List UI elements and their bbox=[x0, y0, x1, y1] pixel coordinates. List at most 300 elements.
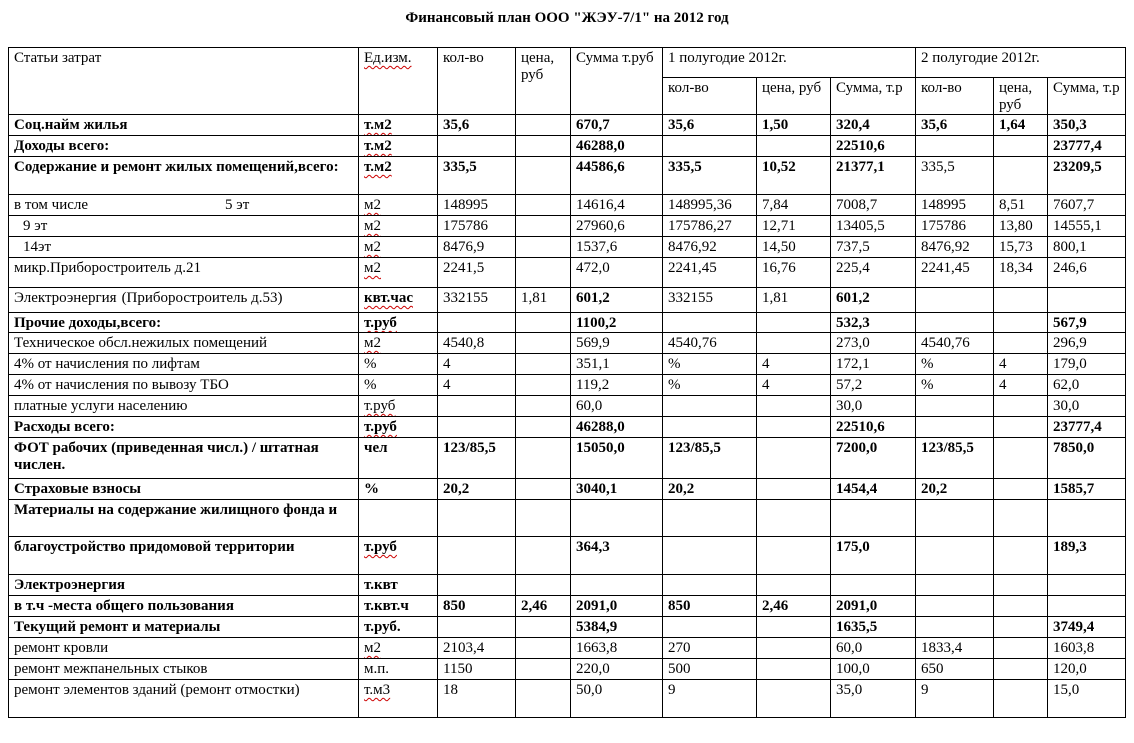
cell-price bbox=[516, 575, 571, 596]
cell-p1 bbox=[757, 417, 831, 438]
cell-p2: 18,34 bbox=[994, 258, 1048, 288]
header-h1-sum: Сумма, т.р bbox=[831, 78, 916, 115]
table-row bbox=[9, 659, 1126, 680]
table-row bbox=[9, 479, 1126, 500]
cell-q2: 2241,45 bbox=[916, 258, 994, 288]
cell-price bbox=[516, 659, 571, 680]
cell-p2 bbox=[994, 438, 1048, 479]
cell-q1: 270 bbox=[663, 638, 757, 659]
item-text: благоустройство придомовой территории bbox=[14, 539, 295, 555]
cell-p1 bbox=[757, 638, 831, 659]
cell-q1: 35,6 bbox=[663, 115, 757, 136]
cell-qty: 4 bbox=[438, 354, 516, 375]
header-h2-qty: кол-во bbox=[916, 78, 994, 115]
cell-s2 bbox=[1048, 596, 1126, 617]
cell-item bbox=[9, 288, 359, 313]
cell-s2: 14555,1 bbox=[1048, 216, 1126, 237]
header-sum-text: Сумма т.руб bbox=[576, 50, 654, 66]
cell-q1: 9 bbox=[663, 680, 757, 718]
cell-s2: 23777,4 bbox=[1048, 417, 1126, 438]
cell-q2: 20,2 bbox=[916, 479, 994, 500]
cell-sum: 27960,6 bbox=[571, 216, 663, 237]
header-sum bbox=[571, 48, 663, 115]
cell-unit: т.руб bbox=[359, 313, 438, 333]
cell-s1: 172,1 bbox=[831, 354, 916, 375]
cell-unit: м2 bbox=[359, 638, 438, 659]
cell-p1 bbox=[757, 333, 831, 354]
cell-unit bbox=[359, 500, 438, 537]
cell-unit: м2 bbox=[359, 216, 438, 237]
item-text: в т.ч -места общего пользования bbox=[14, 598, 234, 614]
cell-price bbox=[516, 438, 571, 479]
cell-price bbox=[516, 258, 571, 288]
header-h1-price: цена, руб bbox=[757, 78, 831, 115]
cell-price: 2,46 bbox=[516, 596, 571, 617]
cell-qty: 4540,8 bbox=[438, 333, 516, 354]
cell-price bbox=[516, 195, 571, 216]
cell-q1: 500 bbox=[663, 659, 757, 680]
cell-q1: 332155 bbox=[663, 288, 757, 313]
cell-price bbox=[516, 638, 571, 659]
item-text: Электроэнергия bbox=[14, 290, 117, 306]
cell-s2: 30,0 bbox=[1048, 396, 1126, 417]
cell-sum: 3040,1 bbox=[571, 479, 663, 500]
cell-p1 bbox=[757, 575, 831, 596]
cell-price bbox=[516, 396, 571, 417]
table-row bbox=[9, 136, 1126, 157]
cell-p2: 8,51 bbox=[994, 195, 1048, 216]
table-row bbox=[9, 195, 1126, 216]
cell-p2 bbox=[994, 575, 1048, 596]
cell-q1: % bbox=[663, 354, 757, 375]
cell-qty bbox=[438, 136, 516, 157]
cell-q2: 4540,76 bbox=[916, 333, 994, 354]
cell-q2 bbox=[916, 313, 994, 333]
cell-s1: 21377,1 bbox=[831, 157, 916, 195]
header-h2-price: цена, руб bbox=[994, 78, 1048, 115]
cell-q2: 650 bbox=[916, 659, 994, 680]
cell-item bbox=[9, 396, 359, 417]
cell-s1: 737,5 bbox=[831, 237, 916, 258]
cell-item bbox=[9, 313, 359, 333]
cell-item bbox=[9, 537, 359, 575]
cell-q2 bbox=[916, 575, 994, 596]
cell-p1 bbox=[757, 479, 831, 500]
cell-q1: 850 bbox=[663, 596, 757, 617]
item-text: Электроэнергия bbox=[14, 577, 125, 593]
cell-s1: 60,0 bbox=[831, 638, 916, 659]
cell-q1 bbox=[663, 500, 757, 537]
table-row bbox=[9, 375, 1126, 396]
table-row bbox=[9, 417, 1126, 438]
item-text: ремонт кровли bbox=[14, 640, 109, 656]
cell-q2: 1833,4 bbox=[916, 638, 994, 659]
cell-item bbox=[9, 638, 359, 659]
cell-s2: 1603,8 bbox=[1048, 638, 1126, 659]
header-half1: 1 полугодие 2012г. bbox=[663, 48, 916, 78]
cell-p2: 1,64 bbox=[994, 115, 1048, 136]
cell-q2: 335,5 bbox=[916, 157, 994, 195]
cell-s1: 57,2 bbox=[831, 375, 916, 396]
cell-unit: % bbox=[359, 479, 438, 500]
cell-qty: 148995 bbox=[438, 195, 516, 216]
cell-s1: 7008,7 bbox=[831, 195, 916, 216]
cell-sum: 351,1 bbox=[571, 354, 663, 375]
cell-unit: квт.час bbox=[359, 288, 438, 313]
cell-item bbox=[9, 500, 359, 537]
cell-sum: 44586,6 bbox=[571, 157, 663, 195]
table-row bbox=[9, 438, 1126, 479]
cell-price bbox=[516, 354, 571, 375]
cell-s1: 100,0 bbox=[831, 659, 916, 680]
cell-s1: 601,2 bbox=[831, 288, 916, 313]
item-text: Страховые взносы bbox=[14, 481, 141, 497]
cell-sum: 472,0 bbox=[571, 258, 663, 288]
cell-item bbox=[9, 479, 359, 500]
cell-q2 bbox=[916, 396, 994, 417]
item-text: 14эт bbox=[23, 239, 51, 255]
cell-q2 bbox=[916, 537, 994, 575]
cell-qty: 4 bbox=[438, 375, 516, 396]
cell-sum: 119,2 bbox=[571, 375, 663, 396]
cell-unit: м2 bbox=[359, 237, 438, 258]
cell-qty: 850 bbox=[438, 596, 516, 617]
cell-q2: 148995 bbox=[916, 195, 994, 216]
table-row bbox=[9, 237, 1126, 258]
cell-price bbox=[516, 237, 571, 258]
cell-s2: 1585,7 bbox=[1048, 479, 1126, 500]
cell-p1: 1,81 bbox=[757, 288, 831, 313]
cell-p2: 4 bbox=[994, 354, 1048, 375]
cell-p1: 1,50 bbox=[757, 115, 831, 136]
cell-s2: 296,9 bbox=[1048, 333, 1126, 354]
cell-q2 bbox=[916, 500, 994, 537]
cell-q1 bbox=[663, 537, 757, 575]
cell-qty bbox=[438, 396, 516, 417]
cell-unit: % bbox=[359, 375, 438, 396]
cell-qty: 335,5 bbox=[438, 157, 516, 195]
cell-s2: 23777,4 bbox=[1048, 136, 1126, 157]
item-text: ФОТ рабочих (приведенная числ.) / штатная числен. bbox=[14, 440, 319, 473]
table-row bbox=[9, 680, 1126, 718]
item-text: ремонт межпанельных стыков bbox=[14, 661, 208, 677]
item-text: ремонт элементов зданий (ремонт отмостки) bbox=[14, 682, 300, 698]
table-row bbox=[9, 396, 1126, 417]
cell-price bbox=[516, 617, 571, 638]
cell-q2: 123/85,5 bbox=[916, 438, 994, 479]
cell-item bbox=[9, 438, 359, 479]
cell-p1: 7,84 bbox=[757, 195, 831, 216]
cell-qty: 35,6 bbox=[438, 115, 516, 136]
cell-s2: 23209,5 bbox=[1048, 157, 1126, 195]
cell-sum: 1537,6 bbox=[571, 237, 663, 258]
table-row bbox=[9, 354, 1126, 375]
cell-item bbox=[9, 136, 359, 157]
cell-s1: 35,0 bbox=[831, 680, 916, 718]
cell-sum: 601,2 bbox=[571, 288, 663, 313]
cell-q2: 9 bbox=[916, 680, 994, 718]
cell-p2 bbox=[994, 537, 1048, 575]
cell-p2 bbox=[994, 638, 1048, 659]
cell-item bbox=[9, 333, 359, 354]
financial-plan-table bbox=[8, 47, 1126, 718]
cell-qty bbox=[438, 417, 516, 438]
cell-q2: % bbox=[916, 354, 994, 375]
table-row bbox=[9, 216, 1126, 237]
cell-sum: 364,3 bbox=[571, 537, 663, 575]
table-row bbox=[9, 596, 1126, 617]
cell-item bbox=[9, 375, 359, 396]
item-text: Доходы всего: bbox=[14, 138, 110, 154]
cell-unit: м.п. bbox=[359, 659, 438, 680]
cell-q1 bbox=[663, 417, 757, 438]
cell-s1: 273,0 bbox=[831, 333, 916, 354]
cell-price bbox=[516, 417, 571, 438]
cell-p1 bbox=[757, 659, 831, 680]
cell-s2 bbox=[1048, 288, 1126, 313]
header-price-text: цена, руб bbox=[521, 50, 555, 83]
cell-unit: т.руб bbox=[359, 537, 438, 575]
header-qty: кол-во bbox=[438, 48, 516, 115]
cell-p1 bbox=[757, 136, 831, 157]
header-item: Статьи затрат bbox=[9, 48, 359, 115]
cell-unit: м2 bbox=[359, 333, 438, 354]
cell-unit: т.руб bbox=[359, 417, 438, 438]
cell-s2: 179,0 bbox=[1048, 354, 1126, 375]
cell-sum: 60,0 bbox=[571, 396, 663, 417]
cell-p1: 10,52 bbox=[757, 157, 831, 195]
cell-p2 bbox=[994, 479, 1048, 500]
table-row bbox=[9, 258, 1126, 288]
cell-p2 bbox=[994, 617, 1048, 638]
cell-q1: 2241,45 bbox=[663, 258, 757, 288]
cell-s2 bbox=[1048, 575, 1126, 596]
cell-s1: 225,4 bbox=[831, 258, 916, 288]
cell-unit: т.руб bbox=[359, 396, 438, 417]
cell-s1: 532,3 bbox=[831, 313, 916, 333]
cell-q1 bbox=[663, 396, 757, 417]
cell-sum: 5384,9 bbox=[571, 617, 663, 638]
item-text: в том числе bbox=[14, 197, 89, 213]
cell-s1: 22510,6 bbox=[831, 417, 916, 438]
cell-item bbox=[9, 596, 359, 617]
cell-s1: 22510,6 bbox=[831, 136, 916, 157]
table-row bbox=[9, 500, 1126, 537]
cell-p1: 4 bbox=[757, 375, 831, 396]
cell-item bbox=[9, 237, 359, 258]
cell-q2 bbox=[916, 288, 994, 313]
cell-p2 bbox=[994, 659, 1048, 680]
cell-q1 bbox=[663, 575, 757, 596]
cell-p2 bbox=[994, 288, 1048, 313]
cell-s2: 189,3 bbox=[1048, 537, 1126, 575]
cell-p2 bbox=[994, 313, 1048, 333]
cell-qty bbox=[438, 537, 516, 575]
cell-sum: 670,7 bbox=[571, 115, 663, 136]
cell-q1: 20,2 bbox=[663, 479, 757, 500]
item-text: 9 эт bbox=[23, 218, 48, 234]
cell-s1: 320,4 bbox=[831, 115, 916, 136]
cell-s2: 246,6 bbox=[1048, 258, 1126, 288]
item-text: платные услуги населению bbox=[14, 398, 188, 414]
cell-sum: 46288,0 bbox=[571, 136, 663, 157]
cell-p1: 2,46 bbox=[757, 596, 831, 617]
cell-qty bbox=[438, 500, 516, 537]
cell-p1 bbox=[757, 438, 831, 479]
cell-s2: 800,1 bbox=[1048, 237, 1126, 258]
cell-item bbox=[9, 115, 359, 136]
header-price bbox=[516, 48, 571, 115]
cell-item bbox=[9, 216, 359, 237]
cell-q2 bbox=[916, 417, 994, 438]
cell-q1 bbox=[663, 313, 757, 333]
cell-item bbox=[9, 157, 359, 195]
cell-item bbox=[9, 195, 359, 216]
item-text: микр.Приборостроитель д.21 bbox=[14, 260, 202, 276]
cell-sum: 1663,8 bbox=[571, 638, 663, 659]
cell-sum: 46288,0 bbox=[571, 417, 663, 438]
table-row bbox=[9, 157, 1126, 195]
cell-sum: 220,0 bbox=[571, 659, 663, 680]
cell-price bbox=[516, 537, 571, 575]
cell-unit: т.квт.ч bbox=[359, 596, 438, 617]
cell-qty: 123/85,5 bbox=[438, 438, 516, 479]
cell-s2: 15,0 bbox=[1048, 680, 1126, 718]
cell-s2: 567,9 bbox=[1048, 313, 1126, 333]
cell-qty: 175786 bbox=[438, 216, 516, 237]
cell-p2: 15,73 bbox=[994, 237, 1048, 258]
cell-q2 bbox=[916, 617, 994, 638]
header-h1-qty: кол-во bbox=[663, 78, 757, 115]
item-text: Техническое обсл.нежилых помещений bbox=[14, 335, 268, 351]
cell-p1: 14,50 bbox=[757, 237, 831, 258]
table-row bbox=[9, 333, 1126, 354]
cell-unit: т.м2 bbox=[359, 136, 438, 157]
cell-s1: 7200,0 bbox=[831, 438, 916, 479]
table-row bbox=[9, 638, 1126, 659]
cell-q2: 8476,92 bbox=[916, 237, 994, 258]
cell-unit: м2 bbox=[359, 258, 438, 288]
cell-q1 bbox=[663, 617, 757, 638]
cell-price bbox=[516, 136, 571, 157]
header-row bbox=[9, 48, 1126, 78]
cell-s2: 62,0 bbox=[1048, 375, 1126, 396]
cell-p2 bbox=[994, 396, 1048, 417]
cell-qty: 18 bbox=[438, 680, 516, 718]
cell-unit: т.м2 bbox=[359, 115, 438, 136]
cell-price bbox=[516, 313, 571, 333]
table-row bbox=[9, 288, 1126, 313]
cell-p1: 4 bbox=[757, 354, 831, 375]
cell-price bbox=[516, 157, 571, 195]
cell-qty: 1150 bbox=[438, 659, 516, 680]
cell-price bbox=[516, 333, 571, 354]
item-text: Текущий ремонт и материалы bbox=[14, 619, 221, 635]
header-half2: 2 полугодие 2012г. bbox=[916, 48, 1126, 78]
cell-price bbox=[516, 500, 571, 537]
cell-s2 bbox=[1048, 500, 1126, 537]
cell-s1: 175,0 bbox=[831, 537, 916, 575]
cell-q1: 8476,92 bbox=[663, 237, 757, 258]
cell-p1 bbox=[757, 617, 831, 638]
cell-qty bbox=[438, 575, 516, 596]
cell-s1 bbox=[831, 575, 916, 596]
header-unit: Ед.изм. bbox=[359, 48, 438, 115]
cell-s1: 2091,0 bbox=[831, 596, 916, 617]
cell-sum bbox=[571, 500, 663, 537]
cell-s2: 7607,7 bbox=[1048, 195, 1126, 216]
item-text: Содержание и ремонт жилых помещений,всего: bbox=[14, 159, 339, 175]
cell-qty bbox=[438, 617, 516, 638]
document-title: Финансовый план ООО "ЖЭУ-7/1" на 2012 год bbox=[405, 10, 729, 26]
cell-unit: т.квт bbox=[359, 575, 438, 596]
cell-price bbox=[516, 479, 571, 500]
cell-s1: 1454,4 bbox=[831, 479, 916, 500]
item-text: Соц.найм жилья bbox=[14, 117, 128, 133]
cell-p2 bbox=[994, 157, 1048, 195]
cell-qty bbox=[438, 313, 516, 333]
cell-p1 bbox=[757, 396, 831, 417]
cell-sum bbox=[571, 575, 663, 596]
cell-sum: 50,0 bbox=[571, 680, 663, 718]
cell-s1: 13405,5 bbox=[831, 216, 916, 237]
cell-s2: 120,0 bbox=[1048, 659, 1126, 680]
cell-price bbox=[516, 680, 571, 718]
cell-sum: 15050,0 bbox=[571, 438, 663, 479]
cell-qty: 20,2 bbox=[438, 479, 516, 500]
table-row bbox=[9, 115, 1126, 136]
cell-sum: 1100,2 bbox=[571, 313, 663, 333]
cell-price bbox=[516, 216, 571, 237]
cell-s2: 350,3 bbox=[1048, 115, 1126, 136]
cell-price: 1,81 bbox=[516, 288, 571, 313]
cell-p1 bbox=[757, 313, 831, 333]
cell-unit: т.м3 bbox=[359, 680, 438, 718]
cell-p2 bbox=[994, 680, 1048, 718]
item-text-extra: 5 эт bbox=[225, 197, 250, 213]
item-text: 4% от начисления по вывозу ТБО bbox=[14, 377, 229, 393]
cell-q2 bbox=[916, 136, 994, 157]
cell-p1: 16,76 bbox=[757, 258, 831, 288]
table-row bbox=[9, 313, 1126, 333]
item-text: Расходы всего: bbox=[14, 419, 115, 435]
cell-p1 bbox=[757, 537, 831, 575]
cell-qty: 2103,4 bbox=[438, 638, 516, 659]
cell-item bbox=[9, 354, 359, 375]
cell-p2 bbox=[994, 596, 1048, 617]
cell-q1: % bbox=[663, 375, 757, 396]
cell-unit: чел bbox=[359, 438, 438, 479]
cell-unit: % bbox=[359, 354, 438, 375]
cell-item bbox=[9, 659, 359, 680]
cell-q2: 175786 bbox=[916, 216, 994, 237]
cell-q1: 4540,76 bbox=[663, 333, 757, 354]
cell-q2: % bbox=[916, 375, 994, 396]
cell-unit: м2 bbox=[359, 195, 438, 216]
cell-p2: 13,80 bbox=[994, 216, 1048, 237]
cell-qty: 2241,5 bbox=[438, 258, 516, 288]
cell-price bbox=[516, 375, 571, 396]
cell-q2 bbox=[916, 596, 994, 617]
item-text: Прочие доходы,всего: bbox=[14, 315, 162, 331]
cell-item bbox=[9, 575, 359, 596]
cell-unit: т.м2 bbox=[359, 157, 438, 195]
cell-q1: 335,5 bbox=[663, 157, 757, 195]
header-h2-sum: Сумма, т.р bbox=[1048, 78, 1126, 115]
cell-s1: 30,0 bbox=[831, 396, 916, 417]
table-row bbox=[9, 575, 1126, 596]
item-text-extra: (Приборостроитель д.53) bbox=[121, 290, 283, 306]
